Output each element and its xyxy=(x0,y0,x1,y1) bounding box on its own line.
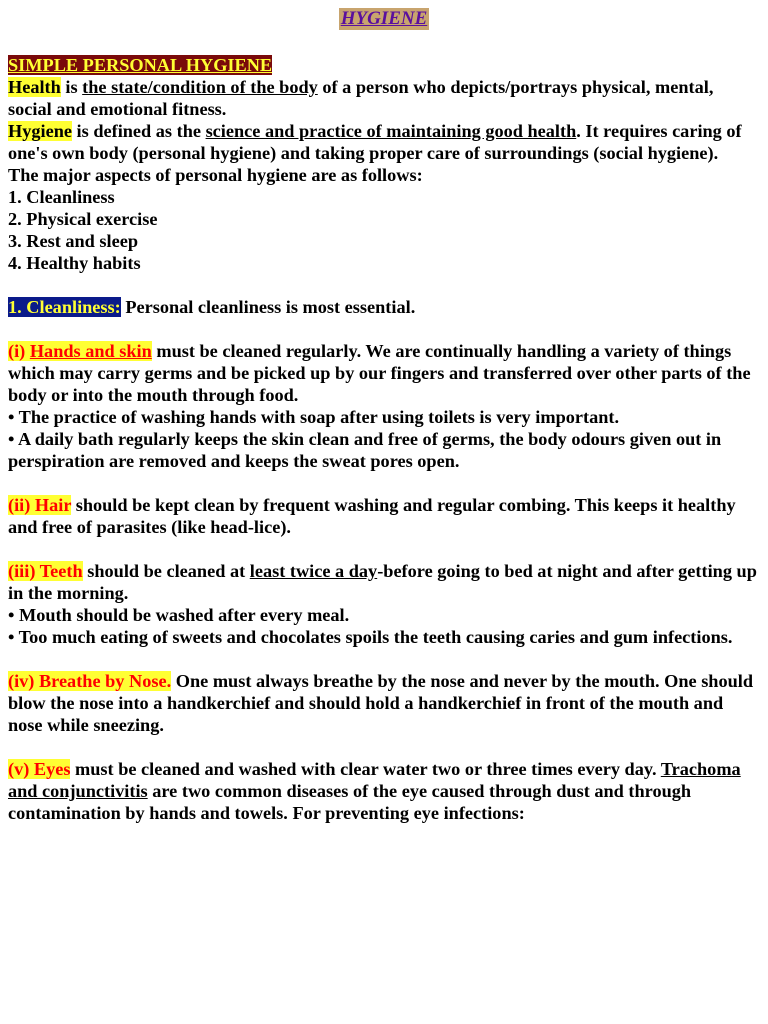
section-heading xyxy=(8,54,760,76)
hands-bullet: • The practice of washing hands with soap after using toilets is very important. xyxy=(8,407,620,427)
section-heading-text: SIMPLE PERSONAL HYGIENE xyxy=(8,55,273,75)
aspects-intro: The major aspects of personal hygiene are as follows: xyxy=(8,165,423,185)
nose-label: (iv) Breathe by Nose. xyxy=(8,671,172,691)
hands-paragraph: (i) Hands and skin must be cleaned regularly. We are continually handling a variety of things which may carry germs and be picked up by our fingers and transferred over other parts of the body or into the mouth through food. xyxy=(8,341,751,405)
spacer xyxy=(8,472,760,494)
aspect-item: 4. Healthy habits xyxy=(8,253,141,273)
spacer xyxy=(8,736,760,758)
hands-label: (i) Hands and skin xyxy=(8,341,152,361)
health-definition: Health is the state/condition of the body of a person who depicts/portrays physical, mental, social and emotional fitness. xyxy=(8,77,714,119)
hair-label: (ii) Hair xyxy=(8,495,72,515)
document-title-block xyxy=(0,8,768,30)
spacer xyxy=(8,538,760,560)
teeth-paragraph: (iii) Teeth should be cleaned at least twice a day-before going to bed at night and after getting up in the morning. xyxy=(8,561,757,603)
cleanliness-label: 1. Cleanliness: xyxy=(8,297,121,317)
cleanliness-paragraph: 1. Cleanliness: Personal cleanliness is most essential. xyxy=(8,297,416,317)
spacer xyxy=(8,274,760,296)
hygiene-underlined: science and practice of maintaining good health xyxy=(205,121,577,141)
teeth-label: (iii) Teeth xyxy=(8,561,83,581)
document-body xyxy=(8,54,760,824)
health-term: Health xyxy=(8,77,61,97)
hygiene-definition: Hygiene is defined as the science and practice of maintaining good health. It requires caring of one's own body (personal hygiene) and taking proper care of surroundings (social hygiene). xyxy=(8,121,742,163)
hair-paragraph: (ii) Hair should be kept clean by frequent washing and regular combing. This keeps it healthy and free of parasites (like head-lice). xyxy=(8,495,736,537)
teeth-bullet: • Mouth should be washed after every meal. xyxy=(8,605,350,625)
spacer xyxy=(8,318,760,340)
aspect-item: 3. Rest and sleep xyxy=(8,231,139,251)
hands-bullet: • A daily bath regularly keeps the skin clean and free of germs, the body odours given out in perspiration are removed and keeps the sweat pores open. xyxy=(8,429,722,471)
teeth-bullet: • Too much eating of sweets and chocolates spoils the teeth causing caries and gum infections. xyxy=(8,627,733,647)
teeth-underlined: least twice a day xyxy=(249,561,378,581)
health-underlined: the state/condition of the body xyxy=(82,77,318,97)
aspect-item: 2. Physical exercise xyxy=(8,209,158,229)
eyes-label: (v) Eyes xyxy=(8,759,71,779)
eyes-paragraph: (v) Eyes must be cleaned and washed with clear water two or three times every day. Trachoma and conjunctivitis are two common diseases of the eye caused through dust and through contamination by hands and towels. For preventing eye infections: xyxy=(8,759,741,823)
hygiene-term: Hygiene xyxy=(8,121,72,141)
spacer xyxy=(8,648,760,670)
document-title: HYGIENE xyxy=(340,8,428,29)
nose-paragraph: (iv) Breathe by Nose. One must always breathe by the nose and never by the mouth. One should blow the nose into a handkerchief and should hold a handkerchief in front of the mouth and nose while sneezing. xyxy=(8,671,754,735)
aspect-item: 1. Cleanliness xyxy=(8,187,115,207)
eyes-underlined: Trachoma and conjunctivitis xyxy=(8,759,741,801)
